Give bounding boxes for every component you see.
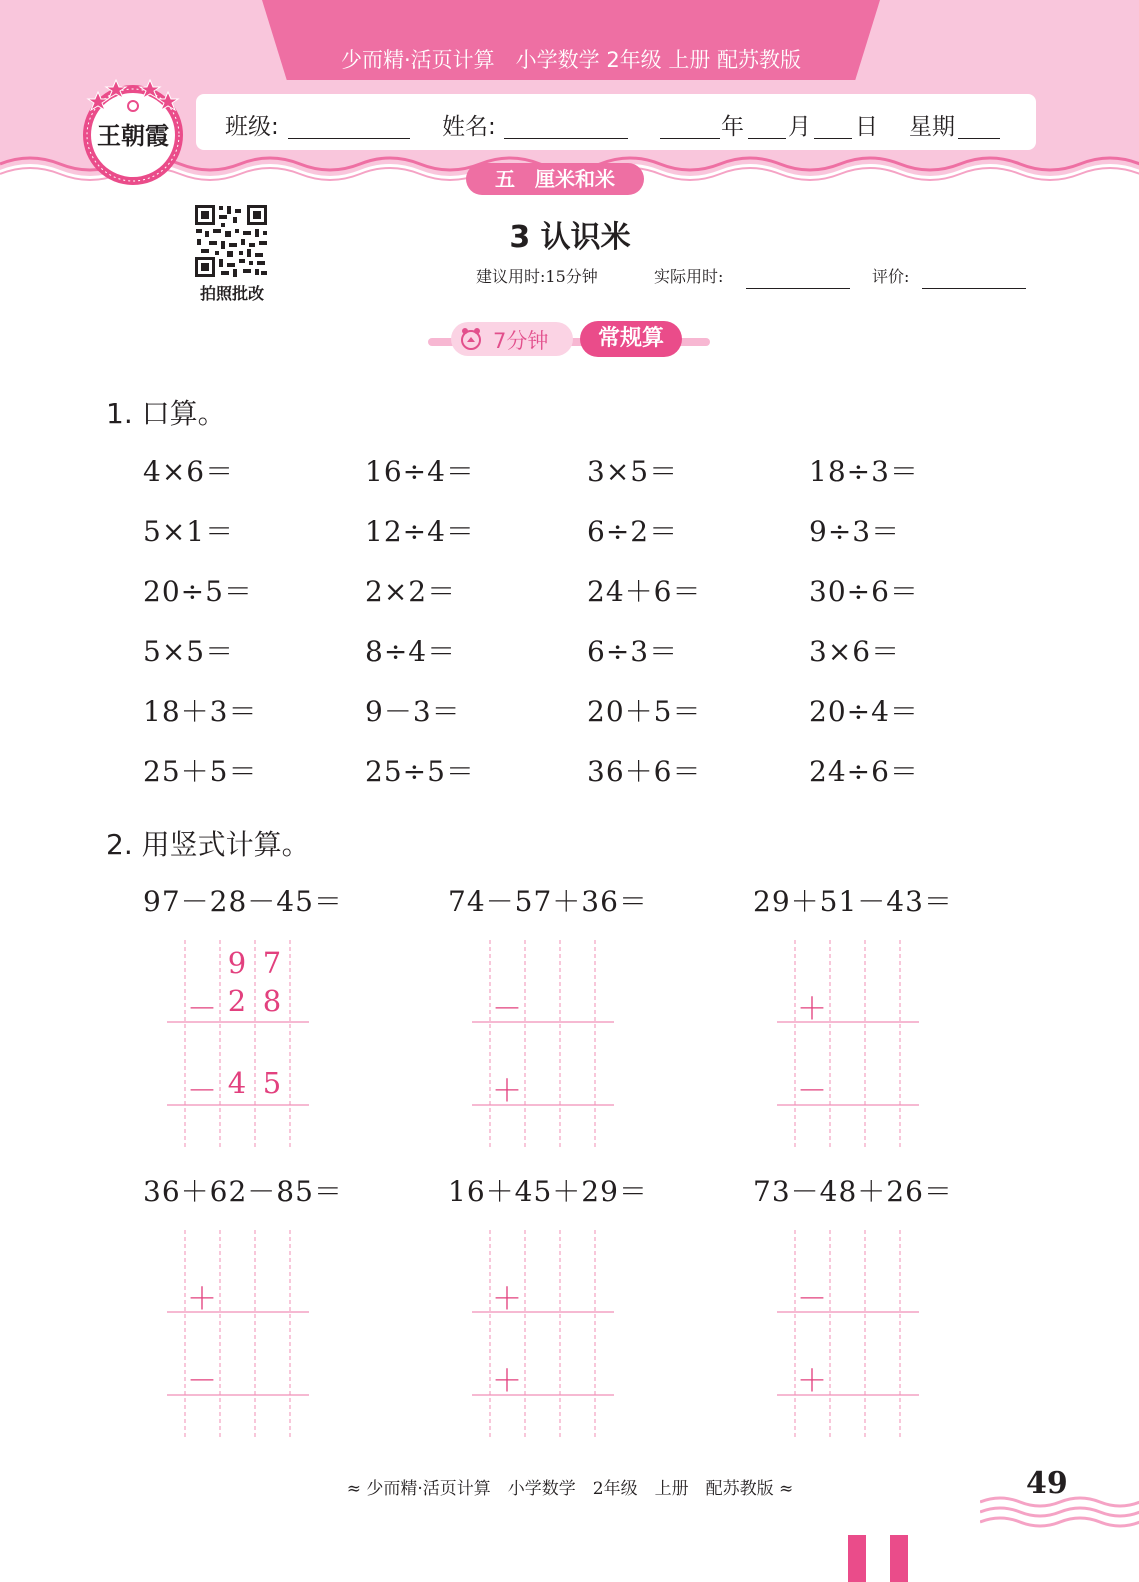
vertical-calc-grid[interactable] (167, 1230, 327, 1445)
vertical-calc-expression: 97－28－45＝ (143, 885, 343, 918)
mental-math-item: 20＋5＝ (587, 695, 702, 728)
operator-sign: ＋ (797, 992, 827, 1027)
mental-math-item: 30÷6＝ (809, 575, 919, 608)
qr-label: 拍照批改 (199, 284, 264, 303)
month-field[interactable] (748, 138, 786, 139)
exercise-type-badge: 常规算 (580, 321, 682, 357)
svg-text:王朝霞: 王朝霞 (97, 121, 169, 150)
operator-sign: － (187, 1074, 217, 1109)
mental-math-item: 25÷5＝ (365, 755, 475, 788)
edge-tab-right (890, 1535, 908, 1582)
mental-math-item: 2×2＝ (365, 575, 457, 608)
mental-math-item: 18＋3＝ (143, 695, 258, 728)
mental-math-item: 9÷3＝ (809, 515, 901, 548)
footer-series-text: ≈ 少而精·活页计算 小学数学 2年级 上册 配苏教版 ≈ (346, 1479, 794, 1499)
vertical-calc-expression: 73－48＋26＝ (753, 1175, 953, 1208)
vertical-digit: 4 (227, 1066, 247, 1100)
vertical-calc-expression: 16＋45＋29＝ (448, 1175, 648, 1208)
day-label: 日 (855, 114, 878, 140)
question-2-title: 2. 用竖式计算。 (106, 828, 310, 861)
page-number: 49 (1026, 1466, 1068, 1501)
alarm-clock-icon (460, 327, 482, 351)
class-field[interactable] (288, 138, 410, 139)
mental-math-item: 9－3＝ (365, 695, 461, 728)
evaluation-field[interactable] (922, 288, 1026, 289)
mental-math-item: 24÷6＝ (809, 755, 919, 788)
name-label: 姓名: (442, 114, 496, 140)
vertical-digit: 5 (262, 1066, 282, 1100)
mental-math-item: 6÷2＝ (587, 515, 679, 548)
mental-math-item: 8÷4＝ (365, 635, 457, 668)
mental-math-item: 3×6＝ (809, 635, 901, 668)
operator-sign: － (492, 992, 522, 1027)
vertical-calc-expression: 36＋62－85＝ (143, 1175, 343, 1208)
month-label: 月 (788, 114, 811, 140)
series-title: 少而精·活页计算 小学数学 2年级 上册 配苏教版 (340, 48, 802, 72)
lesson-title: 3 认识米 (509, 220, 631, 255)
vertical-calc-expression: 74－57＋36＝ (448, 885, 648, 918)
year-field[interactable] (660, 138, 720, 139)
actual-time-label: 实际用时: (654, 267, 724, 286)
question-1-title: 1. 口算。 (106, 397, 226, 430)
vertical-digit: 8 (262, 984, 282, 1018)
weekday-field[interactable] (958, 138, 1000, 139)
operator-sign: ＋ (797, 1364, 827, 1399)
weekday-label: 星期 (909, 114, 955, 140)
mental-math-item: 3×5＝ (587, 455, 679, 488)
unit-tab: 五 厘米和米 (466, 163, 644, 195)
mental-math-item: 20÷4＝ (809, 695, 919, 728)
vertical-digit: 9 (227, 946, 247, 980)
operator-sign: ＋ (187, 1282, 217, 1317)
operator-sign: － (187, 1364, 217, 1399)
mental-math-item: 5×5＝ (143, 635, 235, 668)
mental-math-item: 4×6＝ (143, 455, 235, 488)
mental-math-item: 18÷3＝ (809, 455, 919, 488)
qr-code[interactable] (193, 203, 269, 279)
mental-math-item: 5×1＝ (143, 515, 235, 548)
timer-text: 7分钟 (493, 329, 549, 353)
mental-math-item: 24＋6＝ (587, 575, 702, 608)
edge-tab-left (848, 1535, 866, 1582)
vertical-calc-grid[interactable] (777, 1230, 937, 1445)
operator-sign: － (187, 992, 217, 1027)
operator-sign: － (797, 1074, 827, 1109)
vertical-digit: 2 (227, 984, 247, 1018)
vertical-calc-expression: 29＋51－43＝ (753, 885, 953, 918)
operator-sign: ＋ (492, 1074, 522, 1109)
evaluation-label: 评价: (872, 267, 910, 286)
operator-sign: ＋ (492, 1282, 522, 1317)
mental-math-item: 16÷4＝ (365, 455, 475, 488)
mental-math-item: 12÷4＝ (365, 515, 475, 548)
mental-math-item: 25＋5＝ (143, 755, 258, 788)
vertical-calc-grid[interactable] (472, 1230, 632, 1445)
operator-sign: － (797, 1282, 827, 1317)
actual-time-field[interactable] (746, 288, 850, 289)
vertical-calc-grid[interactable] (472, 940, 632, 1155)
class-label: 班级: (225, 114, 279, 140)
name-field[interactable] (504, 138, 628, 139)
vertical-digit: 7 (262, 946, 282, 980)
suggested-time: 建议用时:15分钟 (476, 267, 598, 286)
year-label: 年 (721, 114, 744, 140)
vertical-calc-grid[interactable] (777, 940, 937, 1155)
mental-math-item: 20÷5＝ (143, 575, 253, 608)
mental-math-item: 36＋6＝ (587, 755, 702, 788)
day-field[interactable] (814, 138, 852, 139)
brand-logo (78, 70, 188, 188)
mental-math-item: 6÷3＝ (587, 635, 679, 668)
operator-sign: ＋ (492, 1364, 522, 1399)
